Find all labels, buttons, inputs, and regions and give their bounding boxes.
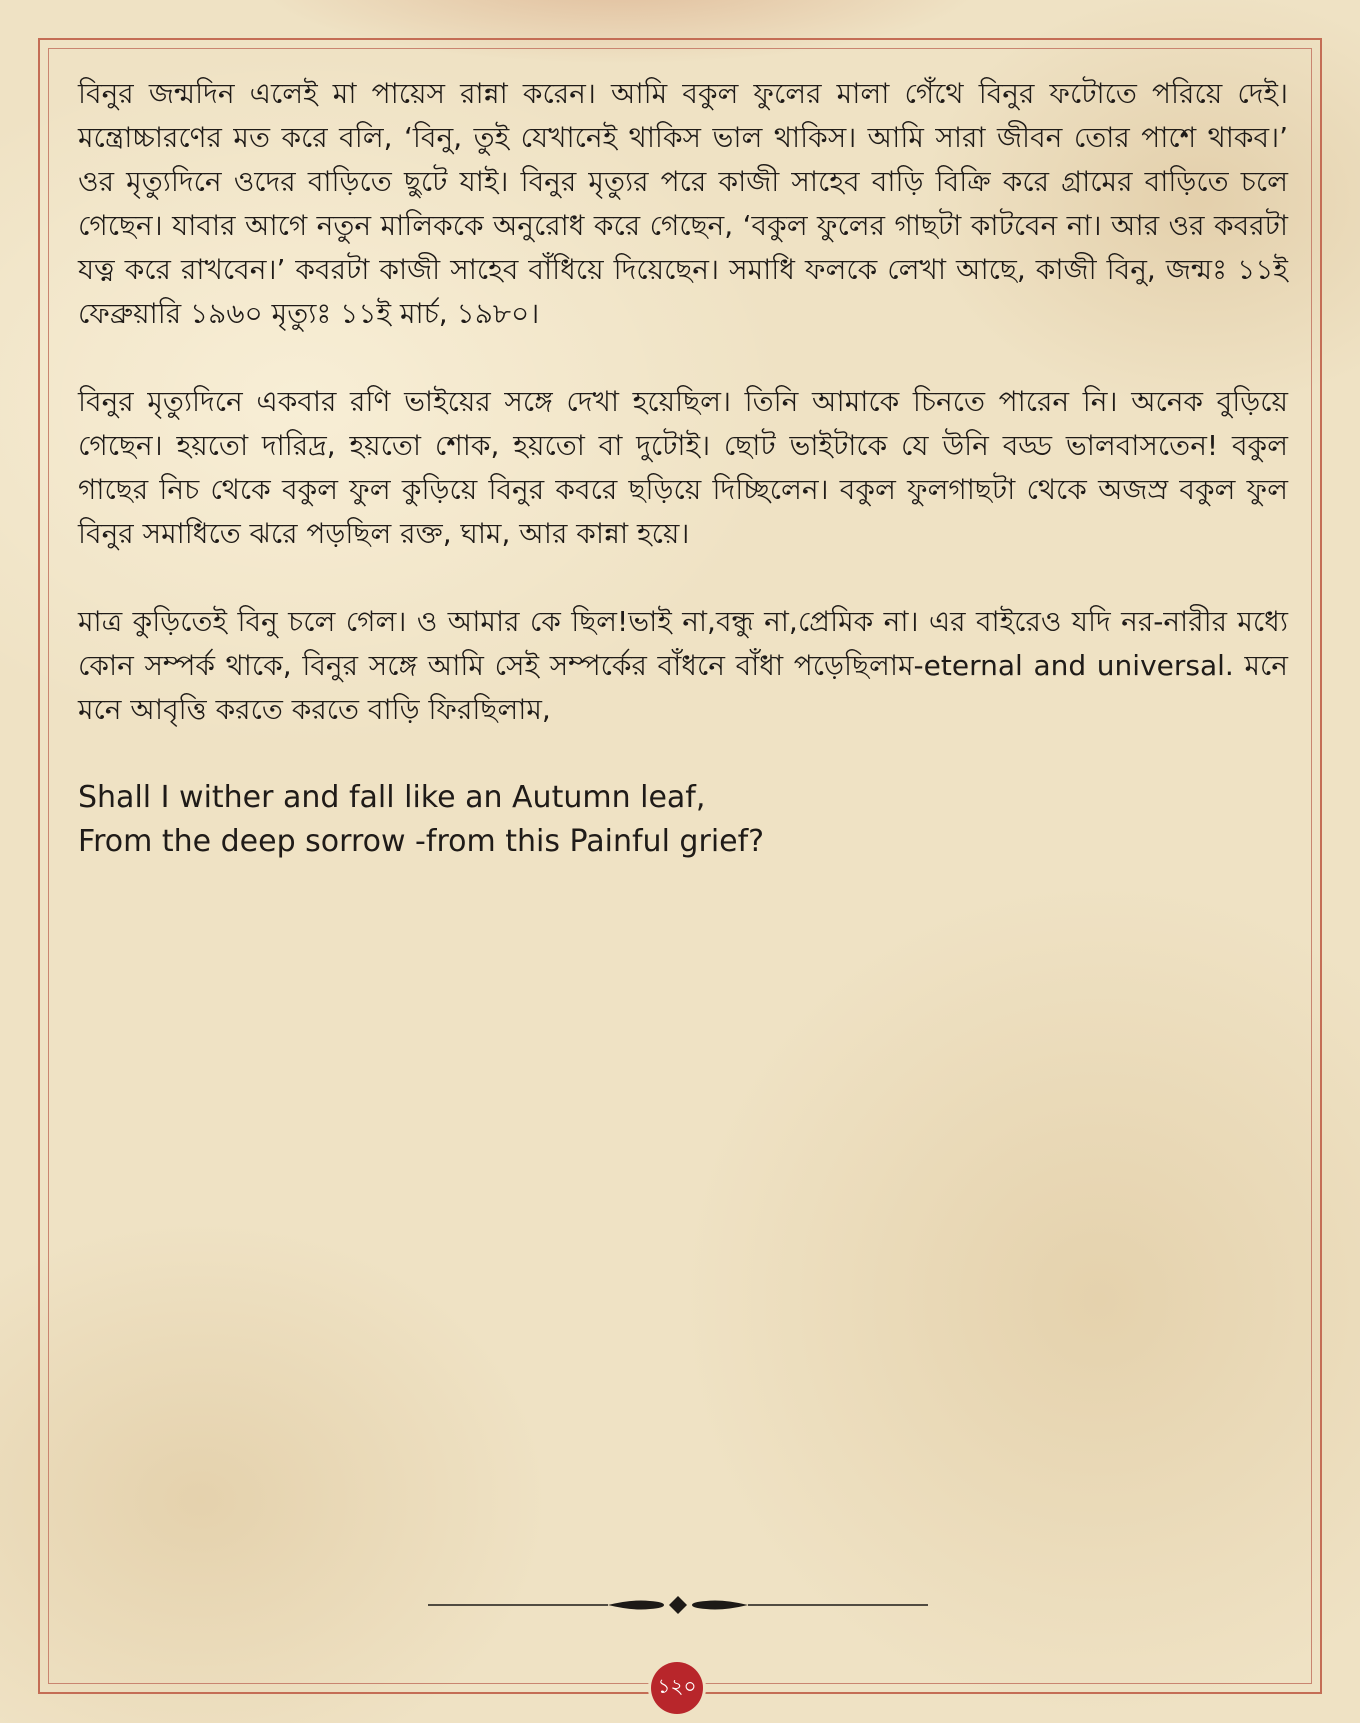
poem-line-1: Shall I wither and fall like an Autumn leaf, [78,780,706,815]
paragraph-1: বিনুর জন্মদিন এলেই মা পায়েস রান্না করেন। আমি বকুল ফুলের মালা গেঁথে বিনুর ফটোতে পরিয়ে দেই। মন্ত্রোচ্চারণের মত করে বলি, ‘বিনু, তুই যেখানেই থাকিস ভাল থাকিস। আমি সারা জীবন তোর পাশে থাকব।’ ওর মৃত্যুদিনে ওদের বাড়িতে ছুটে যাই। বিনুর মৃত্যুর পরে কাজী সাহেব বাড়ি বিক্রি করে গ্রামের বাড়িতে চলে গেছেন। যাবার আগে নতুন মালিককে অনুরোধ করে গেছেন, ‘বকুল ফুলের গাছটা কাটবেন না। আর ওর কবরটা যত্ন করে রাখবেন।’ কবরটা কাজী সাহেব বাঁধিয়ে দিয়েছেন। সমাধি ফলকে লেখা আছে, কাজী বিনু, জন্মঃ ১১ই ফেব্রুয়ারি ১৯৬০ মৃত্যুঃ ১১ই মার্চ, ১৯৮০। [78,77,1288,330]
paragraph-2: বিনুর মৃত্যুদিনে একবার রণি ভাইয়ের সঙ্গে দেখা হয়েছিল। তিনি আমাকে চিনতে পারেন নি। অনেক বুড়িয়ে গেছেন। হয়তো দারিদ্র, হয়তো শোক, হয়তো বা দুটোই। ছোট ভাইটাকে যে উনি বড্ড ভালবাসতেন! বকুল গাছের নিচ থেকে বকুল ফুল কুড়িয়ে বিনুর কবরে ছড়িয়ে দিচ্ছিলেন। বকুল ফুলগাছটা থেকে অজস্র বকুল ফুল বিনুর সমাধিতে ঝরে পড়ছিল রক্ত, ঘাম, আর কান্না হয়ে। [78,385,1288,550]
poem-block [78,776,1288,864]
paragraph-3: মাত্র কুড়িতেই বিনু চলে গেল। ও আমার কে ছিল!ভাই না,বন্ধু না,প্রেমিক না। এর বাইরেও যদি নর-নারীর মধ্যে কোন সম্পর্ক থাকে, বিনুর সঙ্গে আমি সেই সম্পর্কের বাঁধনে বাঁধা পড়েছিলাম-eternal and universal. মনে মনে আবৃত্তি করতে করতে বাড়ি ফিরছিলাম, [78,605,1288,726]
page-content [78,72,1288,864]
poem-line-2: From the deep sorrow -from this Painful grief? [78,824,765,859]
divider-ornament-icon [428,1590,928,1620]
page-number-badge: ১২০ [651,1662,703,1714]
